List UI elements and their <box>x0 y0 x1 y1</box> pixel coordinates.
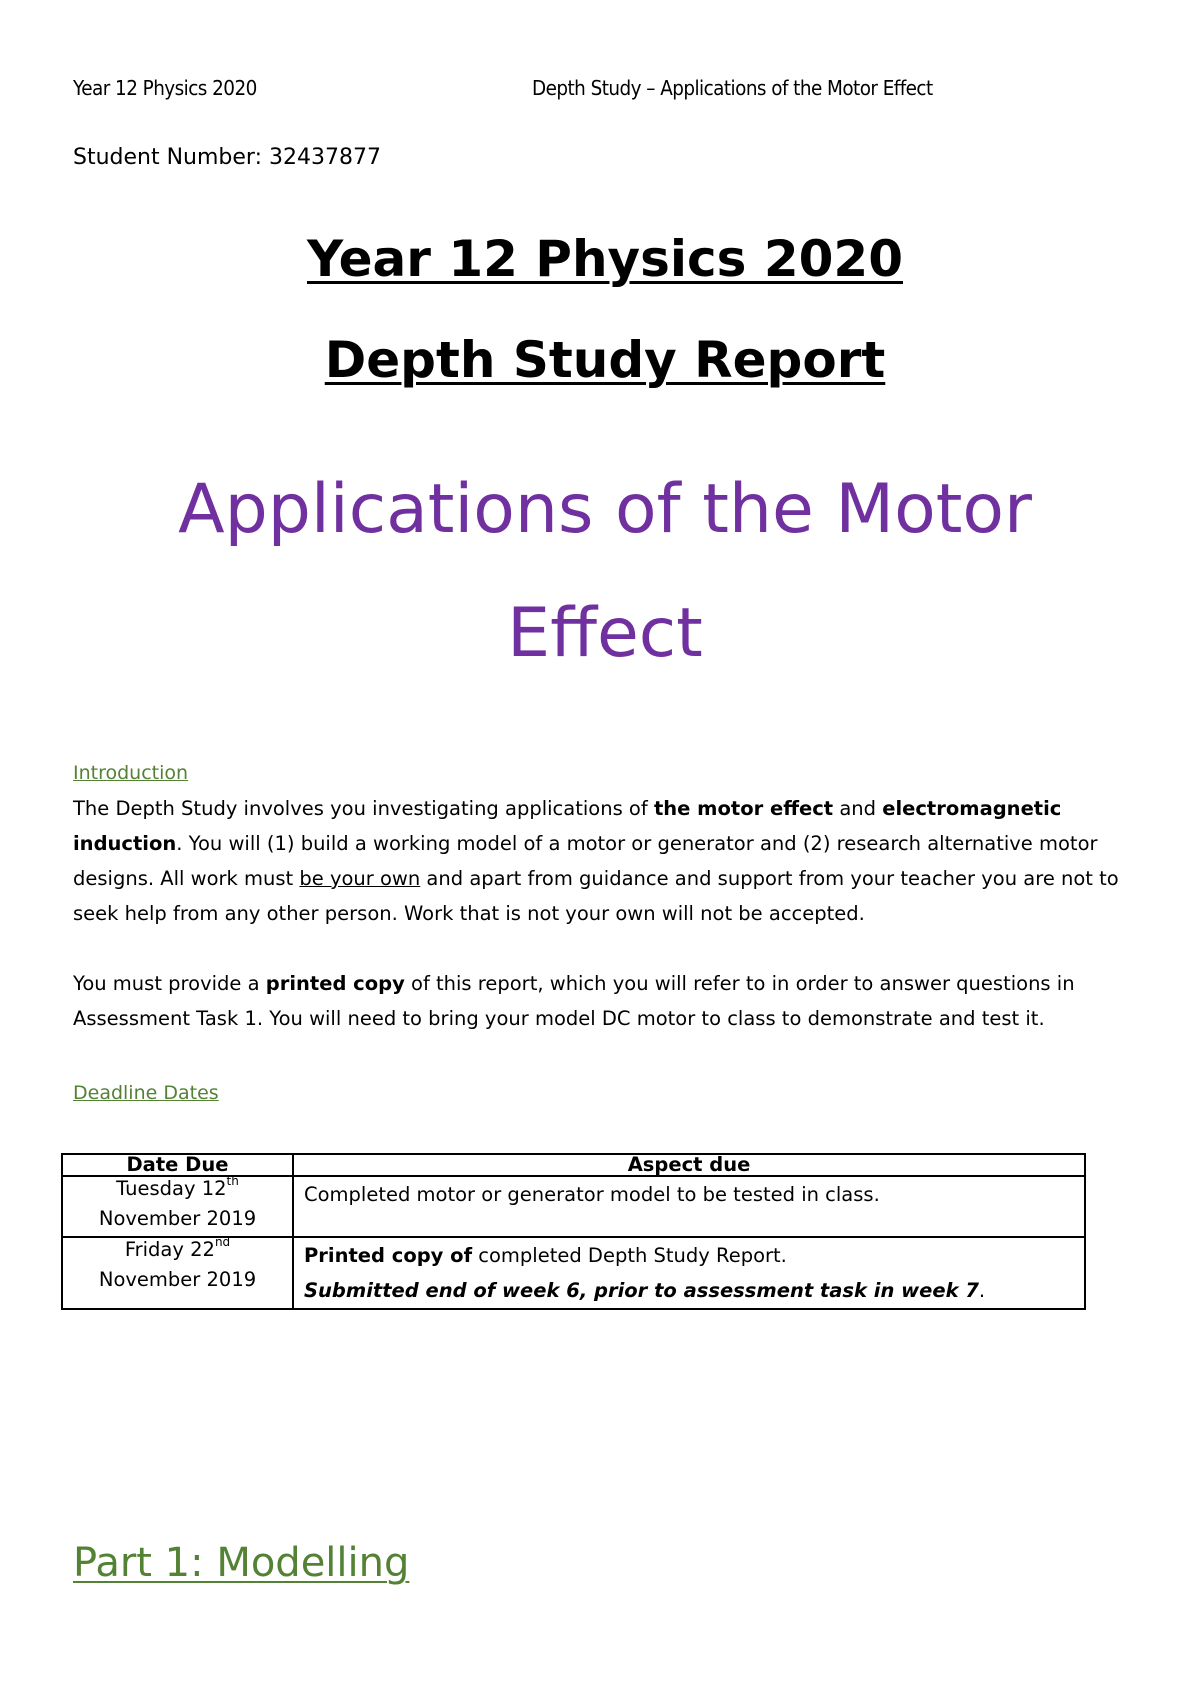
aspect-line-1 <box>304 1238 1084 1273</box>
text-run: . You will (1) build a working model of a motor or generator and (2) research alternative motor designs. All work must <box>73 832 1098 890</box>
date-ordinal: th <box>226 1174 239 1188</box>
date-line-1 <box>63 1174 292 1201</box>
date-line-1 <box>63 1235 292 1262</box>
introduction-heading: Introduction <box>73 762 189 784</box>
report-title: Depth Study Report <box>324 331 886 389</box>
aspect-cell <box>293 1176 1085 1237</box>
bold-run-printed-copy: printed copy <box>265 972 405 995</box>
topic-subtitle <box>0 448 1200 696</box>
aspect-italic-run: Submitted end of week 6, prior to assessment task in week 7 <box>304 1279 979 1302</box>
column-header-date: Date Due <box>62 1154 293 1176</box>
aspect-period: . <box>978 1279 986 1302</box>
text-run: and <box>833 797 883 820</box>
column-header-aspect: Aspect due <box>293 1154 1085 1176</box>
date-day: Friday 22 <box>124 1238 215 1261</box>
date-cell <box>62 1176 293 1237</box>
date-line-2: November 2019 <box>98 1268 257 1291</box>
aspect-text: completed Depth Study Report. <box>472 1244 787 1267</box>
text-run: You must provide a <box>73 972 266 995</box>
date-day: Tuesday 12 <box>116 1177 227 1200</box>
date-line-2: November 2019 <box>98 1207 257 1230</box>
page-title: Year 12 Physics 2020 <box>306 230 904 288</box>
aspect-line-2 <box>304 1273 1084 1308</box>
underlined-run: be your own <box>299 867 421 890</box>
date-cell <box>62 1237 293 1309</box>
header-course: Year 12 Physics 2020 <box>73 76 257 100</box>
table-row <box>62 1176 1085 1237</box>
header-topic: Depth Study – Applications of the Motor Effect <box>532 76 933 100</box>
text-run: and apart from guidance and support from your teacher you are not to seek help from any other person. Work that is not your own will not be accepted. <box>73 867 1119 925</box>
table-header-row <box>62 1154 1085 1176</box>
aspect-cell <box>293 1237 1085 1309</box>
date-ordinal: nd <box>214 1235 231 1249</box>
aspect-bold-run: Printed copy of <box>304 1244 473 1267</box>
subtitle-line-1: Applications of the Motor <box>178 470 1032 549</box>
part1-heading: Part 1: Modelling <box>73 1540 410 1586</box>
introduction-paragraph-2 <box>73 966 1143 1036</box>
bold-run-induction: electromagnetic induction <box>73 797 1062 855</box>
text-run: of this report, which you will refer to in order to answer questions in Assessment Task 1. You will need to bring your model DC motor to class to demonstrate and test it. <box>73 972 1075 1030</box>
introduction-paragraph-1 <box>73 791 1143 931</box>
bold-run-motor-effect: the motor effect <box>653 797 834 820</box>
deadline-table <box>61 1153 1086 1310</box>
subtitle-line-2: Effect <box>507 594 703 673</box>
deadline-heading: Deadline Dates <box>73 1082 219 1104</box>
aspect-text: Completed motor or generator model to be tested in class. <box>304 1183 880 1206</box>
student-number: Student Number: 32437877 <box>73 145 381 170</box>
table-row <box>62 1237 1085 1309</box>
text-run: The Depth Study involves you investigating applications of <box>73 797 654 820</box>
